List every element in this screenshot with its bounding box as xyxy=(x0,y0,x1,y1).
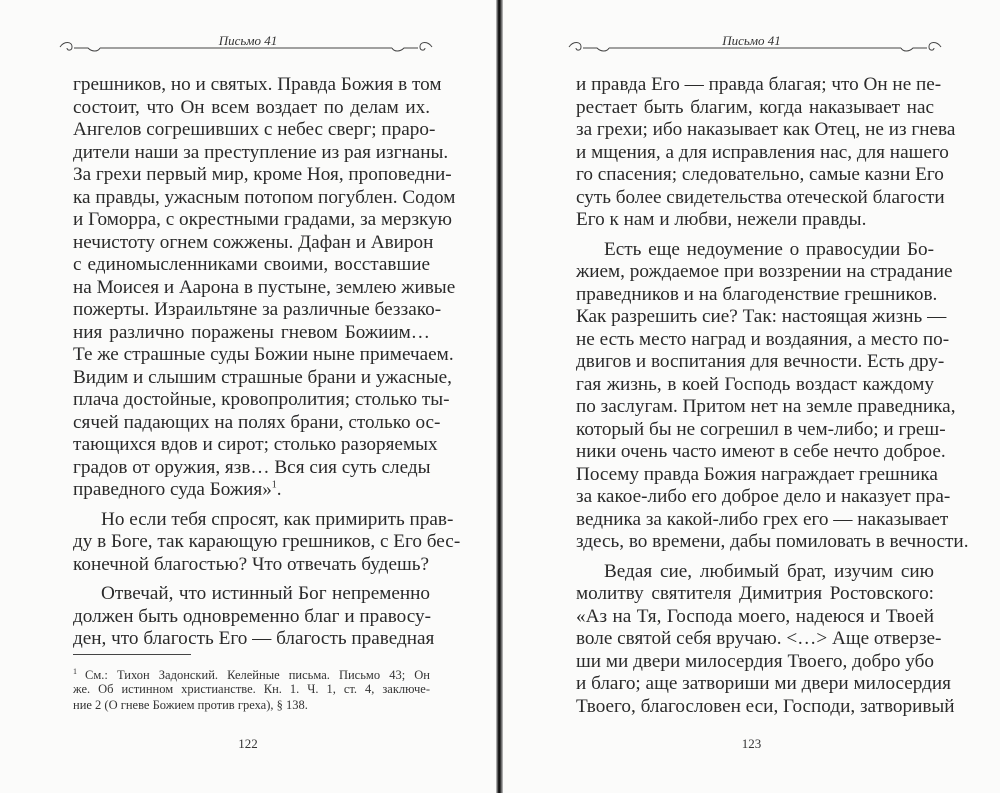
text-line: жием, рождаемое при воззрении на страдание xyxy=(576,261,953,282)
text-line: с единомысленниками своими, восставшие xyxy=(73,254,430,275)
page-number-left: 122 xyxy=(238,736,258,751)
text-line: за грехи; ибо наказывает как Отец, не из гнева xyxy=(576,119,956,140)
text-line: Твоего, благословен еси, Господи, затворивый xyxy=(576,695,955,717)
left-body-text xyxy=(73,74,461,651)
text-line: За грехи первый мир, кроме Ноя, проповедни- xyxy=(73,164,452,185)
footnote-line: же. Об истинном христианстве. Кн. 1. Ч. 1, ст. 4, заключе- xyxy=(73,681,430,696)
left-page xyxy=(0,0,496,793)
text-line: Посему правда Божия награждает грешника xyxy=(576,463,938,485)
text-line: ния различно поражены гневом Божиим… xyxy=(73,321,430,343)
text-line: сячей падающих на полях брани, столько ос- xyxy=(73,411,441,433)
text-line: праведников и на благоденствие грешников. xyxy=(576,283,938,305)
text-line: градов от оружия, язв… Вся сия суть следы xyxy=(73,456,431,478)
text-line: ден, что благость Его — благость праведная xyxy=(73,628,435,649)
page-number-right: 123 xyxy=(741,736,762,751)
text-line: Как разрешить сие? Так: настоящая жизнь — xyxy=(576,306,947,327)
text-line: «Аз на Тя, Господа моего, надеюся и Твоей xyxy=(576,605,934,627)
text-line: го спасения; следовательно, самые казни Его xyxy=(576,164,944,185)
text-line: здесь, во времени, дабы помиловать в вечности. xyxy=(576,531,969,552)
running-header-right: Письмо 41 xyxy=(722,33,781,48)
running-header-left: Письмо 41 xyxy=(218,33,278,48)
text-line: нечистоту огнем сожжены. Дафан и Авирон xyxy=(73,231,434,253)
text-line: состоит, что Он всем воздает по делам их. xyxy=(73,96,430,118)
text-line: за какое-либо его доброе дело и наказует пра- xyxy=(576,486,951,507)
text-line: дители наши за преступление из рая изгнаны. xyxy=(73,141,449,163)
right-page xyxy=(503,0,1000,793)
footnote-line-content: См.: Тихон Задонский. Келейные письма. Письмо 43; Он xyxy=(85,668,430,683)
text-line-content: праведного суда Божия» xyxy=(73,479,272,500)
text-line: молитву святителя Димитрия Ростовского: xyxy=(576,583,934,604)
footnote xyxy=(73,664,430,714)
text-line: грешников, но и святых. Правда Божия в том xyxy=(73,74,442,95)
text-line: ведника за какой-либо грех его — наказывает xyxy=(576,508,949,530)
text-line: суть более свидетельства отеческой благости xyxy=(576,186,945,208)
text-line: и Гоморра, с окрестными градами, за мерзкую xyxy=(73,209,453,230)
text-line: Ведая сие, любимый брат, изучим сию xyxy=(604,560,934,582)
text-line: и правда Его — правда благая; что Он не пе- xyxy=(576,74,942,95)
right-body-text xyxy=(576,74,969,718)
text-line: пожерты. Израильтяне за различные беззако- xyxy=(73,299,442,320)
text-line: должен быть одновременно благ и правосу- xyxy=(73,605,432,627)
text-line: не есть место наград и воздаяния, а место по- xyxy=(576,328,950,350)
text-line: по заслугам. Притом нет на земле праведника, xyxy=(576,396,956,417)
footnote-line: ние 2 (О гневе Божием против греха), § 138. xyxy=(73,698,308,712)
text-line: ка правды, ужасным потопом погублен. Содом xyxy=(73,186,456,208)
text-line: конечной благостью? Что отвечать будешь? xyxy=(73,553,430,575)
header-ornament-right xyxy=(567,40,943,54)
text-line: праведного суда Божия»$^1$. xyxy=(73,479,282,500)
text-line: Отвечай, что истинный Бог непременно xyxy=(101,583,430,604)
footnote-reference[interactable]: 1 xyxy=(271,479,277,491)
footnote-divider xyxy=(73,654,191,655)
text-line: Ангелов согрешивших с небес сверг; прaро- xyxy=(73,119,436,140)
text-line: на Моисея и Аарона в пустыне, землею живые xyxy=(73,276,456,298)
text-line: воле святой себя вручаю. <…> Аще отверзе- xyxy=(576,628,942,649)
text-line: ники очень часто имеют в себе нечто доброе. xyxy=(576,441,946,462)
text-line: ши ми двери милосердия Твоего, добро убо xyxy=(576,650,934,672)
text-line: тающихся вдов и сирот; столько разоряемых xyxy=(73,434,438,455)
text-line: ду в Боге, так карающую грешников, с Его бес- xyxy=(73,531,461,552)
footnote-line xyxy=(73,664,430,681)
text-line: Те же страшные суды Божии ныне примечаем. xyxy=(73,344,454,365)
text-line: Его к нам и любви, нежели правды. xyxy=(576,209,867,230)
text-line: двигов и воспитания для вечности. Есть дру- xyxy=(576,351,945,372)
text-line: и мщения, а для исправления нас, для нашего xyxy=(576,141,949,163)
text-line: Есть еще недоумение о правосудии Бо- xyxy=(604,238,934,260)
text-line: Но если тебя спросят, как примирить прав- xyxy=(101,508,454,530)
book-spine xyxy=(496,0,503,793)
text-line: плача достойные, кровопролития; столько ты- xyxy=(73,389,450,410)
text-line: и благо; аще затвориши ми двери милосердия xyxy=(576,673,951,694)
text-line: Видим и слышим страшные брани и ужасные, xyxy=(73,366,452,388)
text-line: гая жизнь, в коей Господь воздаст каждому xyxy=(576,373,934,395)
text-line: который бы не согрешил в чем-либо; и греш- xyxy=(576,418,946,440)
text-line: рестает быть благим, когда наказывает нас xyxy=(576,96,934,118)
header-ornament-left xyxy=(58,40,434,54)
footnote-mark: 1 xyxy=(73,667,77,676)
